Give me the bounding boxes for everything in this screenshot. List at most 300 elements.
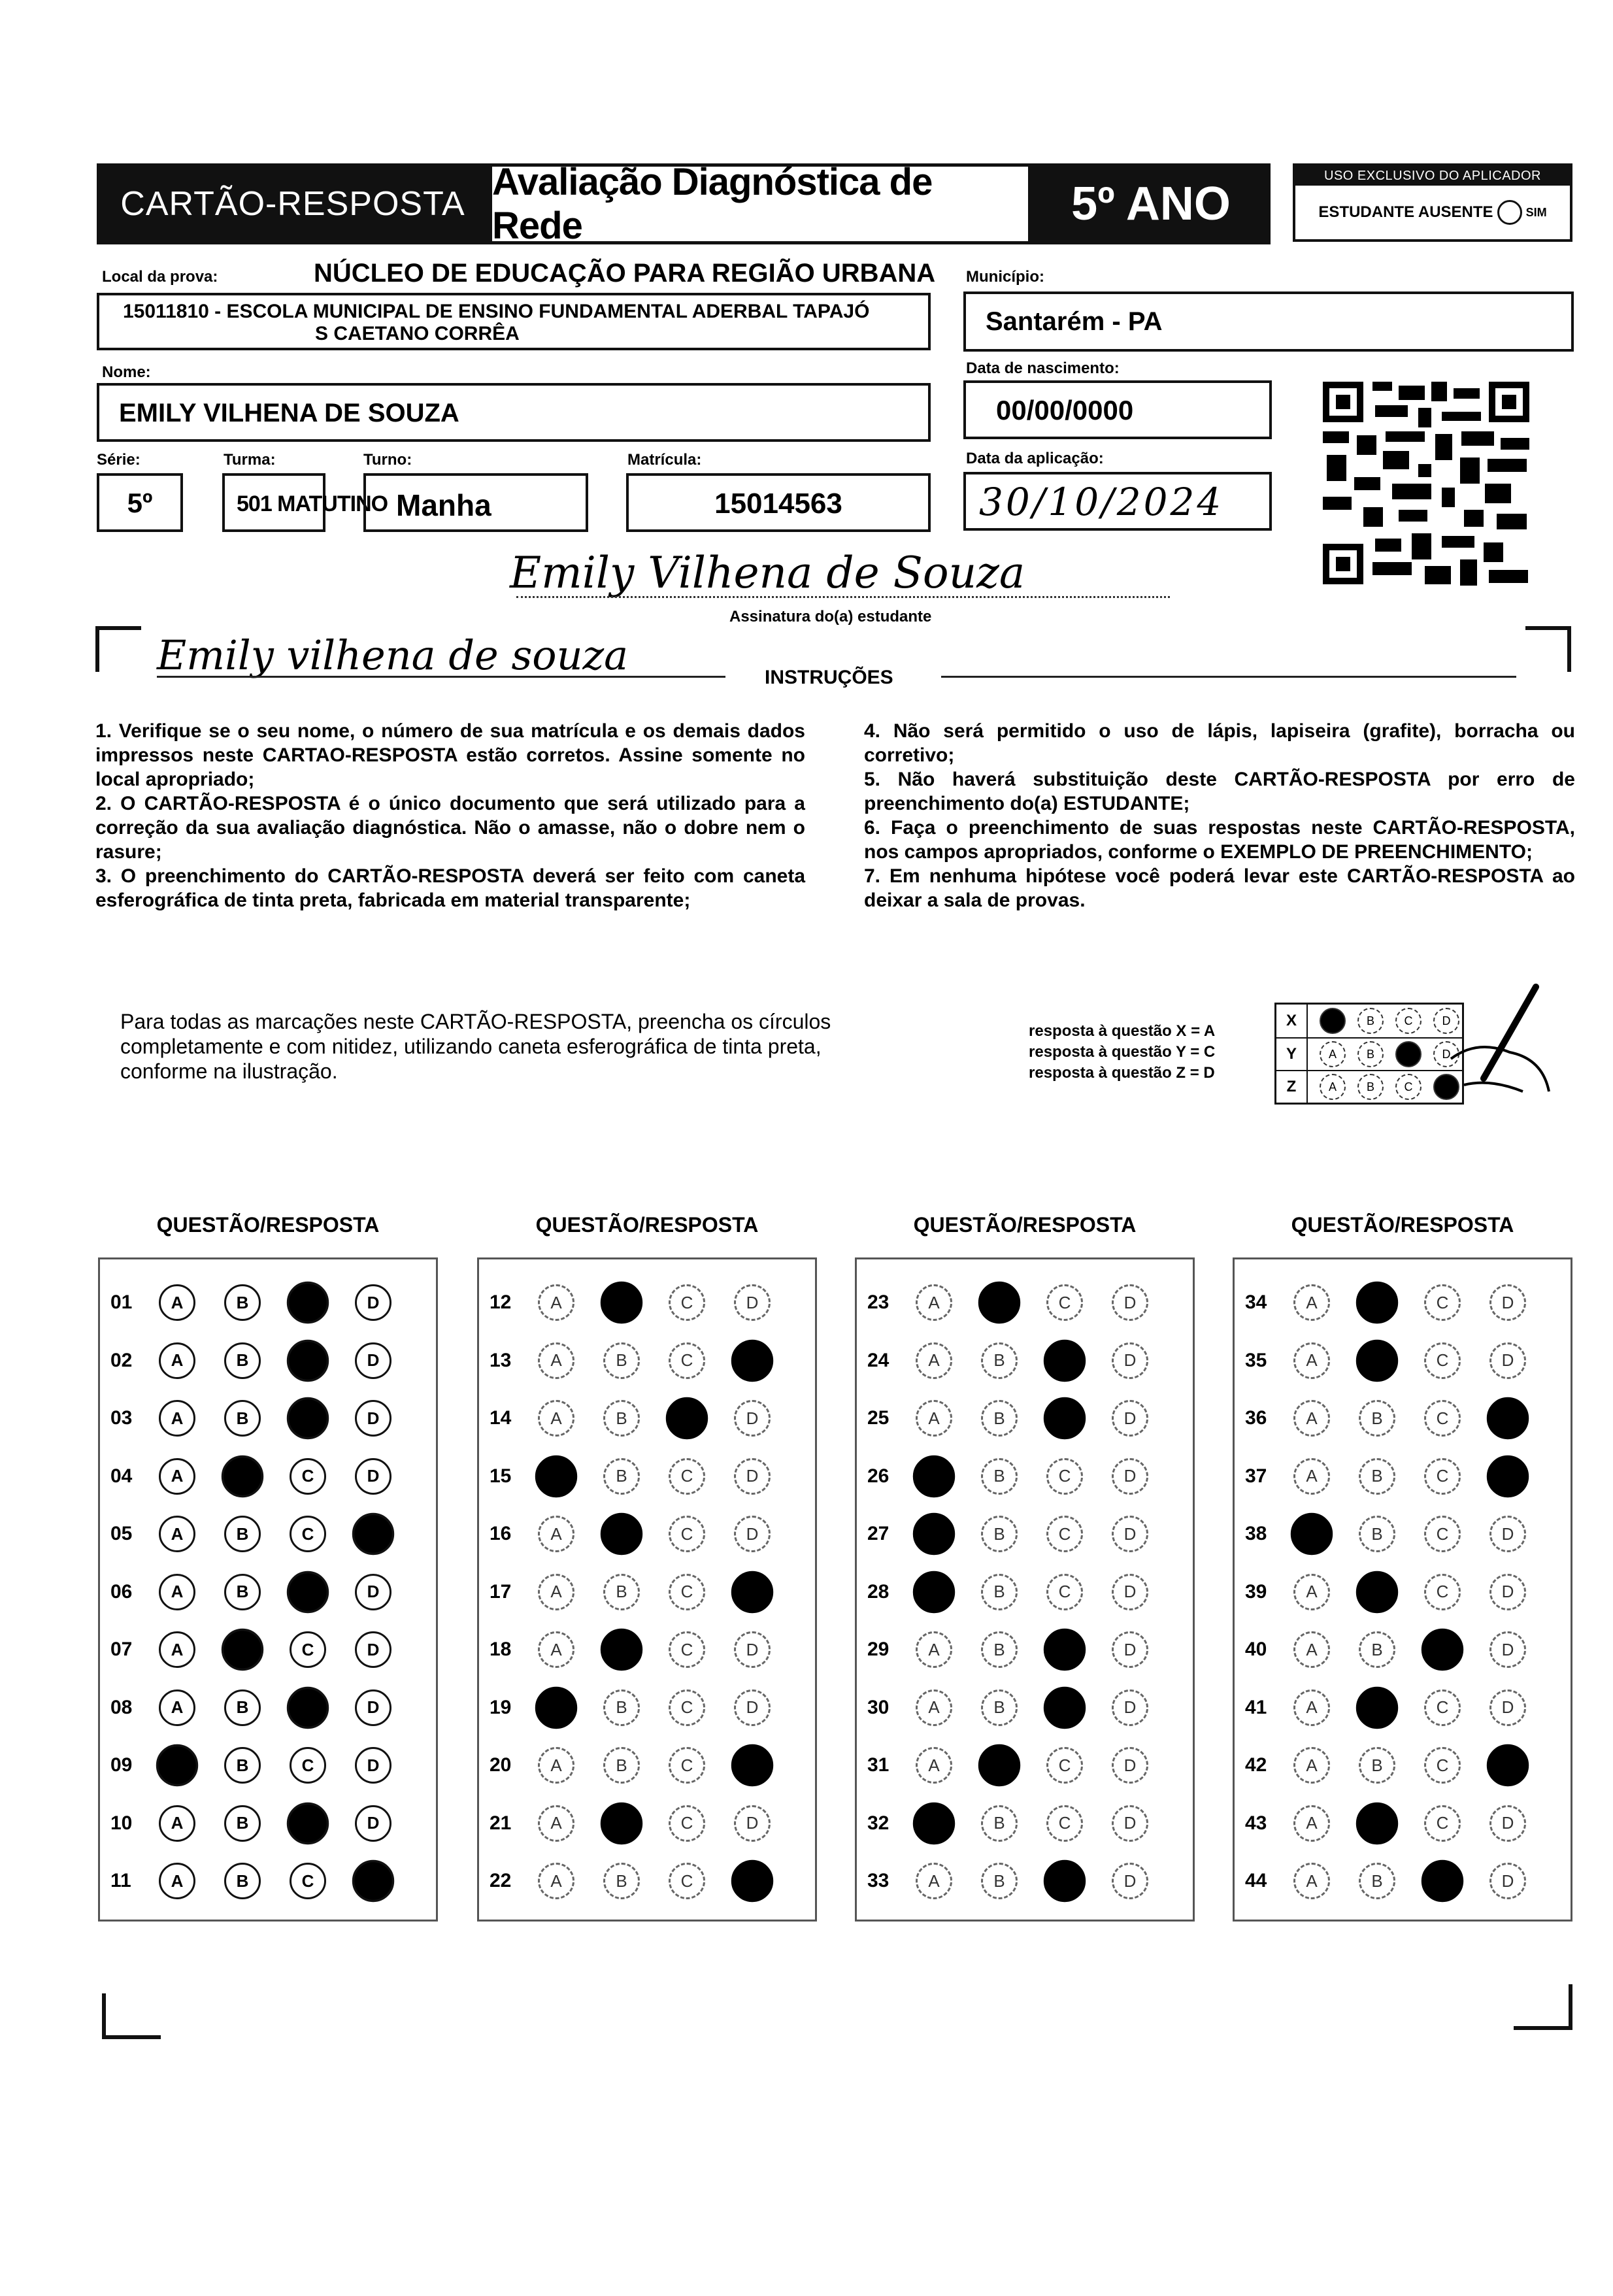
answer-bubble[interactable] bbox=[669, 1863, 705, 1899]
answer-bubble[interactable] bbox=[731, 1860, 773, 1902]
instructions-title: INSTRUÇÕES bbox=[765, 667, 893, 688]
answer-option-label: D bbox=[1123, 1466, 1137, 1486]
answer-option-label: A bbox=[1306, 1408, 1318, 1428]
question-number: 28 bbox=[867, 1580, 890, 1603]
answer-bubble[interactable] bbox=[1112, 1805, 1148, 1842]
answer-option-label: A bbox=[1306, 1871, 1318, 1891]
answer-bubble[interactable] bbox=[287, 1802, 329, 1844]
answer-bubble[interactable] bbox=[916, 1863, 952, 1899]
answer-bubble[interactable] bbox=[1359, 1631, 1395, 1668]
answer-bubble[interactable] bbox=[1489, 1574, 1526, 1610]
answer-bubble[interactable] bbox=[535, 1686, 577, 1728]
answer-bubble[interactable] bbox=[731, 1744, 773, 1786]
answer-bubble[interactable] bbox=[156, 1744, 198, 1786]
answer-bubble[interactable] bbox=[159, 1863, 195, 1899]
answer-bubble[interactable] bbox=[981, 1574, 1018, 1610]
example-bubble bbox=[1320, 1008, 1346, 1034]
grade-level: 5º ANO bbox=[1031, 163, 1271, 244]
absent-checkbox[interactable] bbox=[1497, 200, 1522, 225]
answer-option-label: C bbox=[1058, 1755, 1071, 1775]
answer-bubble[interactable] bbox=[734, 1458, 771, 1495]
example-row-label: Z bbox=[1276, 1071, 1308, 1103]
answer-option-label: D bbox=[746, 1639, 759, 1659]
answer-bubble[interactable] bbox=[1424, 1574, 1461, 1610]
answer-bubble[interactable] bbox=[916, 1400, 952, 1437]
question-number: 17 bbox=[490, 1580, 512, 1603]
answer-option-label: A bbox=[928, 1697, 940, 1717]
answer-bubble[interactable] bbox=[1489, 1516, 1526, 1552]
answer-bubble[interactable] bbox=[355, 1458, 391, 1495]
answer-bubble[interactable] bbox=[355, 1805, 391, 1842]
answer-option-label: D bbox=[746, 1523, 759, 1544]
answer-bubble[interactable] bbox=[1293, 1631, 1330, 1668]
answer-row bbox=[100, 1505, 436, 1563]
answer-bubble[interactable] bbox=[913, 1802, 955, 1844]
question-number: 19 bbox=[490, 1696, 512, 1718]
answer-bubble[interactable] bbox=[1424, 1458, 1461, 1495]
answer-option-label: C bbox=[680, 1466, 693, 1486]
answer-bubble[interactable] bbox=[224, 1284, 261, 1321]
example-legend-y: resposta à questão Y = C bbox=[1029, 1043, 1216, 1061]
answer-bubble[interactable] bbox=[1359, 1400, 1395, 1437]
nascimento-label: Data de nascimento: bbox=[966, 359, 1120, 377]
answer-bubble[interactable] bbox=[1489, 1631, 1526, 1668]
answer-option-label: D bbox=[1501, 1871, 1514, 1891]
answer-option-label: D bbox=[367, 1582, 380, 1601]
municipio-value: Santarém - PA bbox=[986, 307, 1163, 336]
answer-bubble[interactable] bbox=[355, 1689, 391, 1726]
answer-option-label: A bbox=[550, 1523, 562, 1544]
answer-bubble[interactable] bbox=[1046, 1805, 1083, 1842]
answer-bubble[interactable] bbox=[1044, 1629, 1086, 1671]
answer-bubble[interactable] bbox=[669, 1284, 705, 1321]
answer-bubble[interactable] bbox=[224, 1805, 261, 1842]
answer-bubble[interactable] bbox=[981, 1863, 1018, 1899]
answer-column bbox=[98, 1257, 438, 1922]
answer-row bbox=[857, 1505, 1193, 1563]
answer-option-label: B bbox=[993, 1639, 1005, 1659]
answer-option-label: C bbox=[1436, 1408, 1449, 1428]
answer-option-label: B bbox=[236, 1871, 249, 1891]
answer-bubble[interactable] bbox=[734, 1631, 771, 1668]
answer-bubble[interactable] bbox=[1424, 1342, 1461, 1379]
answer-bubble[interactable] bbox=[1112, 1458, 1148, 1495]
answer-row bbox=[100, 1389, 436, 1447]
answer-bubble[interactable] bbox=[601, 1282, 642, 1323]
answer-option-label: C bbox=[1058, 1813, 1071, 1833]
answer-bubble[interactable] bbox=[603, 1689, 640, 1726]
question-number: 05 bbox=[110, 1523, 133, 1544]
answer-bubble[interactable] bbox=[355, 1747, 391, 1784]
answer-bubble[interactable] bbox=[981, 1400, 1018, 1437]
answer-bubble[interactable] bbox=[981, 1689, 1018, 1726]
answer-bubble[interactable] bbox=[538, 1631, 574, 1668]
answer-row bbox=[857, 1563, 1193, 1621]
answer-option-label: A bbox=[171, 1466, 184, 1486]
answer-bubble[interactable] bbox=[159, 1284, 195, 1321]
example-text: Para todas as marcações neste CARTÃO-RESPOSTA, preencha os círculos completamente e com nitidez, utilizando caneta esferográfica de tinta preta, conforme na ilustração. bbox=[120, 1010, 831, 1083]
answer-bubble[interactable] bbox=[1293, 1747, 1330, 1784]
answer-bubble[interactable] bbox=[603, 1458, 640, 1495]
answer-bubble[interactable] bbox=[1293, 1284, 1330, 1321]
answer-bubble[interactable] bbox=[981, 1342, 1018, 1379]
answer-bubble[interactable] bbox=[603, 1747, 640, 1784]
question-number: 25 bbox=[867, 1407, 890, 1429]
answer-option-label: B bbox=[236, 1582, 249, 1601]
turno-box bbox=[363, 473, 588, 532]
answer-option-label: D bbox=[1501, 1813, 1514, 1833]
answer-bubble[interactable] bbox=[538, 1805, 574, 1842]
corner-mark-top-left bbox=[95, 626, 141, 672]
answer-bubble[interactable] bbox=[224, 1516, 261, 1552]
answer-bubble[interactable] bbox=[1489, 1342, 1526, 1379]
answer-bubble[interactable] bbox=[981, 1516, 1018, 1552]
answer-bubble[interactable] bbox=[224, 1863, 261, 1899]
answer-bubble[interactable] bbox=[1046, 1458, 1083, 1495]
question-number: 13 bbox=[490, 1349, 512, 1371]
answer-bubble[interactable] bbox=[1487, 1455, 1529, 1497]
answer-option-label: A bbox=[1306, 1582, 1318, 1601]
answer-option-label: D bbox=[1501, 1523, 1514, 1544]
answer-bubble[interactable] bbox=[222, 1455, 263, 1497]
answer-bubble[interactable] bbox=[1422, 1629, 1463, 1671]
answer-bubble[interactable] bbox=[538, 1574, 574, 1610]
answer-option-label: B bbox=[616, 1466, 627, 1486]
example-legend bbox=[1029, 1021, 1215, 1084]
answer-bubble[interactable] bbox=[1293, 1805, 1330, 1842]
answer-option-label: A bbox=[550, 1755, 562, 1775]
answer-bubble[interactable] bbox=[913, 1455, 955, 1497]
answer-bubble[interactable] bbox=[916, 1689, 952, 1726]
answer-bubble[interactable] bbox=[603, 1863, 640, 1899]
answer-bubble[interactable] bbox=[1044, 1397, 1086, 1439]
answer-option-label: A bbox=[1306, 1755, 1318, 1775]
answer-option-label: D bbox=[1501, 1697, 1514, 1717]
question-number: 30 bbox=[867, 1696, 890, 1718]
answer-bubble[interactable] bbox=[352, 1860, 394, 1902]
answer-bubble[interactable] bbox=[290, 1631, 326, 1668]
answer-bubble[interactable] bbox=[731, 1339, 773, 1381]
answer-bubble[interactable] bbox=[734, 1689, 771, 1726]
answer-option-label: D bbox=[1501, 1639, 1514, 1659]
answer-row bbox=[479, 1505, 815, 1563]
answer-bubble[interactable] bbox=[159, 1342, 195, 1379]
question-number: 40 bbox=[1245, 1639, 1267, 1660]
answer-option-label: B bbox=[236, 1813, 249, 1833]
answer-bubble[interactable] bbox=[538, 1863, 574, 1899]
answer-bubble[interactable] bbox=[1046, 1747, 1083, 1784]
answer-option-label: B bbox=[236, 1697, 249, 1717]
answer-bubble[interactable] bbox=[1293, 1689, 1330, 1726]
answer-row bbox=[1235, 1737, 1571, 1794]
answer-option-label: A bbox=[171, 1408, 184, 1428]
answer-bubble[interactable] bbox=[159, 1516, 195, 1552]
answer-row bbox=[1235, 1852, 1571, 1910]
answer-option-label: A bbox=[550, 1350, 562, 1370]
answer-bubble[interactable] bbox=[1489, 1805, 1526, 1842]
answer-bubble[interactable] bbox=[603, 1342, 640, 1379]
example-bubble: C bbox=[1395, 1074, 1422, 1100]
answer-bubble[interactable] bbox=[734, 1516, 771, 1552]
answer-bubble[interactable] bbox=[1112, 1631, 1148, 1668]
aplicacao-box bbox=[963, 472, 1272, 531]
answer-option-label: B bbox=[616, 1350, 627, 1370]
answer-bubble[interactable] bbox=[1044, 1860, 1086, 1902]
answer-bubble[interactable] bbox=[1424, 1805, 1461, 1842]
answer-bubble[interactable] bbox=[669, 1805, 705, 1842]
answer-bubble[interactable] bbox=[290, 1516, 326, 1552]
answer-bubble[interactable] bbox=[287, 1282, 329, 1323]
answer-bubble[interactable] bbox=[601, 1513, 642, 1555]
answer-option-label: D bbox=[746, 1466, 759, 1486]
answer-option-label: C bbox=[301, 1871, 314, 1891]
answer-bubble[interactable] bbox=[290, 1747, 326, 1784]
answer-option-label: A bbox=[550, 1813, 562, 1833]
answer-bubble[interactable] bbox=[1356, 1339, 1398, 1381]
answer-bubble[interactable] bbox=[1356, 1802, 1398, 1844]
question-number: 07 bbox=[110, 1639, 133, 1660]
answer-bubble[interactable] bbox=[355, 1342, 391, 1379]
answer-option-label: B bbox=[993, 1350, 1005, 1370]
answer-column-header: QUESTÃO/RESPOSTA bbox=[913, 1213, 1137, 1237]
corner-mark-top-right bbox=[1525, 626, 1571, 672]
answer-option-label: A bbox=[1306, 1697, 1318, 1717]
answer-bubble[interactable] bbox=[159, 1805, 195, 1842]
assessment-title: Avaliação Diagnóstica de Rede bbox=[489, 163, 1031, 244]
answer-option-label: D bbox=[367, 1408, 380, 1428]
answer-bubble[interactable] bbox=[1112, 1863, 1148, 1899]
answer-option-label: A bbox=[171, 1582, 184, 1601]
answer-bubble[interactable] bbox=[1424, 1689, 1461, 1726]
answer-bubble[interactable] bbox=[1489, 1284, 1526, 1321]
answer-option-label: C bbox=[680, 1871, 693, 1891]
answer-bubble[interactable] bbox=[1293, 1458, 1330, 1495]
nascimento-box bbox=[963, 380, 1272, 439]
answer-bubble[interactable] bbox=[913, 1513, 955, 1555]
answer-column bbox=[1233, 1257, 1572, 1922]
answer-bubble[interactable] bbox=[978, 1282, 1020, 1323]
answer-bubble[interactable] bbox=[1112, 1284, 1148, 1321]
answer-bubble[interactable] bbox=[159, 1689, 195, 1726]
answer-bubble[interactable] bbox=[1424, 1284, 1461, 1321]
answer-bubble[interactable] bbox=[1112, 1747, 1148, 1784]
answer-bubble[interactable] bbox=[669, 1342, 705, 1379]
answer-bubble[interactable] bbox=[981, 1458, 1018, 1495]
student-signature: Emily Vilhena de Souza bbox=[510, 548, 1025, 598]
answer-bubble[interactable] bbox=[601, 1802, 642, 1844]
answer-option-label: B bbox=[1371, 1871, 1383, 1891]
answer-bubble[interactable] bbox=[1046, 1284, 1083, 1321]
answer-bubble[interactable] bbox=[224, 1574, 261, 1610]
answer-bubble[interactable] bbox=[1487, 1397, 1529, 1439]
answer-bubble[interactable] bbox=[538, 1342, 574, 1379]
answer-bubble[interactable] bbox=[1424, 1516, 1461, 1552]
answer-bubble[interactable] bbox=[538, 1747, 574, 1784]
answer-bubble[interactable] bbox=[666, 1397, 708, 1439]
answer-bubble[interactable] bbox=[224, 1747, 261, 1784]
answer-row bbox=[857, 1332, 1193, 1389]
example-bubble: A bbox=[1320, 1041, 1346, 1067]
turno-value: Manha bbox=[396, 488, 491, 522]
answer-option-label: C bbox=[680, 1639, 693, 1659]
answer-bubble[interactable] bbox=[669, 1458, 705, 1495]
answer-bubble[interactable] bbox=[1293, 1574, 1330, 1610]
answer-bubble[interactable] bbox=[287, 1686, 329, 1728]
answer-bubble[interactable] bbox=[224, 1689, 261, 1726]
answer-bubble[interactable] bbox=[978, 1744, 1020, 1786]
question-number: 31 bbox=[867, 1754, 890, 1776]
example-row-label: X bbox=[1276, 1005, 1308, 1037]
answer-bubble[interactable] bbox=[355, 1400, 391, 1437]
answer-bubble[interactable] bbox=[916, 1747, 952, 1784]
answer-row bbox=[857, 1852, 1193, 1910]
school-line-2: S CAETANO CORRÊA bbox=[315, 323, 520, 344]
answer-bubble[interactable] bbox=[669, 1574, 705, 1610]
answer-bubble[interactable] bbox=[669, 1689, 705, 1726]
answer-bubble[interactable] bbox=[290, 1458, 326, 1495]
answer-bubble[interactable] bbox=[538, 1516, 574, 1552]
example-bubble: C bbox=[1395, 1008, 1422, 1034]
answer-column-header: QUESTÃO/RESPOSTA bbox=[1291, 1213, 1514, 1237]
answer-bubble[interactable] bbox=[1046, 1516, 1083, 1552]
answer-bubble[interactable] bbox=[1489, 1863, 1526, 1899]
answer-option-label: D bbox=[1123, 1292, 1137, 1312]
answer-bubble[interactable] bbox=[1356, 1282, 1398, 1323]
answer-bubble[interactable] bbox=[1359, 1516, 1395, 1552]
answer-bubble[interactable] bbox=[669, 1516, 705, 1552]
answer-row bbox=[857, 1621, 1193, 1678]
answer-bubble[interactable] bbox=[603, 1574, 640, 1610]
answer-option-label: D bbox=[1123, 1755, 1137, 1775]
answer-bubble[interactable] bbox=[1112, 1400, 1148, 1437]
question-number: 32 bbox=[867, 1812, 890, 1834]
answer-bubble[interactable] bbox=[1359, 1458, 1395, 1495]
school-line-1: 15011810 - ESCOLA MUNICIPAL DE ENSINO FUNDAMENTAL ADERBAL TAPAJÓ bbox=[123, 301, 870, 322]
answer-bubble[interactable] bbox=[913, 1571, 955, 1612]
answer-bubble[interactable] bbox=[1112, 1689, 1148, 1726]
answer-bubble[interactable] bbox=[1112, 1574, 1148, 1610]
answer-bubble[interactable] bbox=[731, 1571, 773, 1612]
answer-bubble[interactable] bbox=[1359, 1747, 1395, 1784]
answer-bubble[interactable] bbox=[601, 1629, 642, 1671]
answer-bubble[interactable] bbox=[981, 1631, 1018, 1668]
answer-bubble[interactable] bbox=[1293, 1863, 1330, 1899]
answer-bubble[interactable] bbox=[355, 1631, 391, 1668]
question-number: 09 bbox=[110, 1754, 133, 1776]
question-number: 37 bbox=[1245, 1465, 1267, 1487]
answer-option-label: A bbox=[928, 1408, 940, 1428]
answer-bubble[interactable] bbox=[355, 1574, 391, 1610]
answer-bubble[interactable] bbox=[1044, 1339, 1086, 1381]
answer-bubble[interactable] bbox=[981, 1805, 1018, 1842]
answer-bubble[interactable] bbox=[603, 1400, 640, 1437]
answer-row bbox=[100, 1448, 436, 1505]
answer-bubble[interactable] bbox=[1291, 1513, 1333, 1555]
question-number: 22 bbox=[490, 1870, 512, 1891]
answer-bubble[interactable] bbox=[669, 1747, 705, 1784]
aplicacao-value: 30/10/2024 bbox=[979, 480, 1224, 524]
answer-option-label: A bbox=[928, 1755, 940, 1775]
qr-code-icon bbox=[1320, 379, 1532, 587]
answer-bubble[interactable] bbox=[916, 1631, 952, 1668]
answer-bubble[interactable] bbox=[1487, 1744, 1529, 1786]
answer-bubble[interactable] bbox=[1044, 1686, 1086, 1728]
answer-bubble[interactable] bbox=[1356, 1686, 1398, 1728]
question-number: 26 bbox=[867, 1465, 890, 1487]
answer-bubble[interactable] bbox=[1359, 1863, 1395, 1899]
answer-bubble[interactable] bbox=[538, 1284, 574, 1321]
answer-option-label: C bbox=[1058, 1292, 1071, 1312]
answer-option-label: B bbox=[236, 1408, 249, 1428]
answer-row bbox=[857, 1448, 1193, 1505]
answer-bubble[interactable] bbox=[224, 1400, 261, 1437]
answer-bubble[interactable] bbox=[1112, 1342, 1148, 1379]
answer-bubble[interactable] bbox=[916, 1284, 952, 1321]
answer-option-label: A bbox=[171, 1697, 184, 1717]
answer-bubble[interactable] bbox=[535, 1455, 577, 1497]
answer-bubble[interactable] bbox=[916, 1342, 952, 1379]
answer-option-label: C bbox=[301, 1639, 314, 1659]
answer-bubble[interactable] bbox=[1046, 1574, 1083, 1610]
question-number: 14 bbox=[490, 1407, 512, 1429]
answer-bubble[interactable] bbox=[159, 1458, 195, 1495]
answer-bubble[interactable] bbox=[1293, 1342, 1330, 1379]
answer-bubble[interactable] bbox=[1356, 1571, 1398, 1612]
example-row-label: Y bbox=[1276, 1039, 1308, 1070]
answer-option-label: C bbox=[1436, 1813, 1449, 1833]
turno-label: Turno: bbox=[363, 451, 412, 469]
answer-bubble[interactable] bbox=[669, 1631, 705, 1668]
answer-bubble[interactable] bbox=[734, 1284, 771, 1321]
answer-option-label: D bbox=[1501, 1350, 1514, 1370]
answer-bubble[interactable] bbox=[352, 1513, 394, 1555]
answer-bubble[interactable] bbox=[1112, 1516, 1148, 1552]
answer-bubble[interactable] bbox=[1489, 1689, 1526, 1726]
answer-option-label: D bbox=[1123, 1697, 1137, 1717]
answer-bubble[interactable] bbox=[224, 1342, 261, 1379]
local-label: Local da prova: bbox=[102, 268, 218, 286]
answer-option-label: C bbox=[1058, 1523, 1071, 1544]
answer-bubble[interactable] bbox=[1424, 1747, 1461, 1784]
answer-bubble[interactable] bbox=[287, 1571, 329, 1612]
answer-bubble[interactable] bbox=[287, 1339, 329, 1381]
answer-bubble[interactable] bbox=[159, 1400, 195, 1437]
answer-bubble[interactable] bbox=[290, 1863, 326, 1899]
example-bubble: B bbox=[1357, 1074, 1384, 1100]
answer-bubble[interactable] bbox=[538, 1400, 574, 1437]
school-box bbox=[97, 293, 931, 350]
serie-box bbox=[97, 473, 183, 532]
answer-option-label: C bbox=[680, 1813, 693, 1833]
answer-bubble[interactable] bbox=[159, 1631, 195, 1668]
question-number: 41 bbox=[1245, 1696, 1267, 1718]
question-number: 44 bbox=[1245, 1870, 1267, 1891]
answer-option-label: A bbox=[928, 1350, 940, 1370]
answer-row bbox=[100, 1795, 436, 1852]
answer-bubble[interactable] bbox=[1293, 1400, 1330, 1437]
answer-bubble[interactable] bbox=[222, 1629, 263, 1671]
answer-row bbox=[479, 1852, 815, 1910]
answer-bubble[interactable] bbox=[355, 1284, 391, 1321]
answer-bubble[interactable] bbox=[159, 1574, 195, 1610]
answer-option-label: A bbox=[171, 1350, 184, 1370]
answer-bubble[interactable] bbox=[734, 1400, 771, 1437]
answer-bubble[interactable] bbox=[1422, 1860, 1463, 1902]
answer-bubble[interactable] bbox=[287, 1397, 329, 1439]
answer-bubble[interactable] bbox=[1424, 1400, 1461, 1437]
municipio-label: Município: bbox=[966, 268, 1044, 286]
answer-bubble[interactable] bbox=[734, 1805, 771, 1842]
